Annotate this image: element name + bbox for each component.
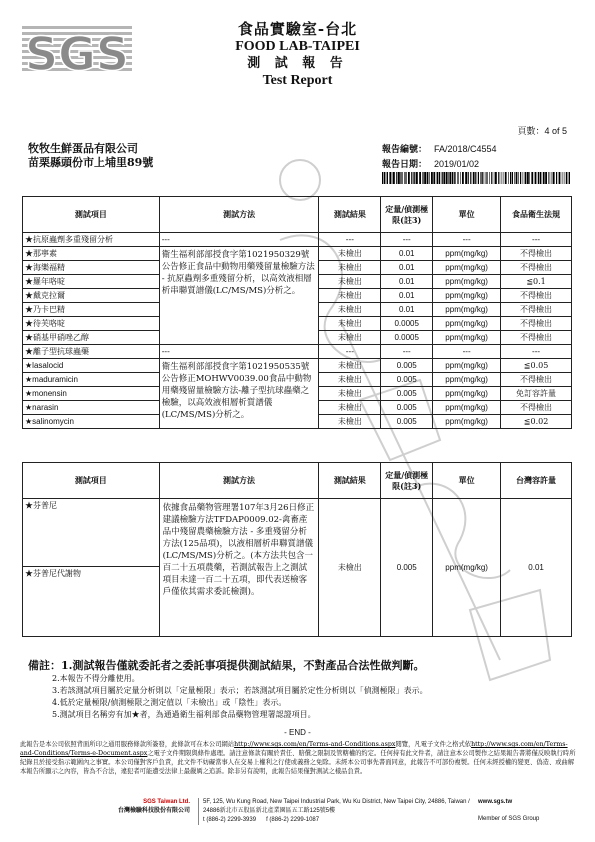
item-cell: ★羅年咯啶 (23, 275, 160, 289)
report-no-label: 報告編號： (382, 145, 428, 155)
barcode-bar (562, 172, 563, 184)
phone-number: t (886-2) 2299-3939 (203, 817, 257, 823)
barcode-bar (559, 172, 561, 184)
limit-cell: 0.005 (381, 401, 433, 415)
barcode-bar (475, 172, 476, 184)
barcode-bar (473, 172, 475, 184)
barcode-bar (433, 172, 435, 184)
barcode-bar (393, 172, 395, 184)
method-cell: 衛生福利部部授食字第1021950535號公告修正MOHWV0039.00食品中動物用藥殘留量檢驗方法-離子型抗球蟲藥之檢驗，以高效液相層析質譜儀(LC/MS/MS)分析之。 (159, 359, 319, 429)
report-date-label: 報告日期： (382, 160, 428, 170)
barcode-bar (523, 172, 524, 184)
result-cell: 未檢出 (319, 373, 381, 387)
footer-web (478, 798, 568, 824)
col-header-item: 測試項目 (23, 463, 160, 499)
website[interactable]: www.sgs.tw (478, 799, 513, 805)
barcode-bar (400, 172, 401, 184)
barcode-bar (446, 172, 448, 184)
note-2: 2.本報告不得分離使用。 (52, 674, 140, 683)
barcode-bar (382, 172, 383, 184)
limit-cell: 0.005 (381, 373, 433, 387)
col-header-result: 測試結果 (319, 197, 381, 233)
col-header-item: 測試項目 (23, 197, 160, 233)
terms-paragraph (20, 740, 578, 776)
unit-cell: ppm(mg/kg) (433, 401, 501, 415)
result-cell: 未檢出 (319, 387, 381, 401)
limit-cell: 0.01 (381, 275, 433, 289)
barcode-bar (408, 172, 410, 184)
page-number-value: 4 of 5 (544, 126, 567, 136)
barcode-bar (548, 172, 549, 184)
unit-cell: ppm(mg/kg) (433, 247, 501, 261)
company-name-en: SGS Taiwan Ltd. (143, 799, 190, 805)
col-header-limit: 定量/偵測極限(註3) (381, 197, 433, 233)
table-row (23, 247, 572, 261)
limit-cell: 0.01 (381, 261, 433, 275)
limit-cell: 0.01 (381, 247, 433, 261)
barcode-bar (482, 172, 483, 184)
result-cell: 未檢出 (319, 331, 381, 345)
barcode-bar (429, 172, 430, 184)
barcode-bar (516, 172, 518, 184)
item-cell: ★那寧素 (23, 247, 160, 261)
limit-cell: 0.005 (381, 359, 433, 373)
barcode-bar (454, 172, 455, 184)
barcode-bar (501, 172, 502, 184)
barcode-bar (489, 172, 490, 184)
unit-cell: ppm(mg/kg) (433, 499, 501, 637)
barcode-bar (452, 172, 453, 184)
col-header-unit: 單位 (433, 197, 501, 233)
method-cell: 依據食品藥物管理署107年3月26日修正建議檢驗方法TFDAP0009.02-禽畜產品中殘留農藥檢驗方法 - 多重殘留分析方法(125品項)，以液相層析串聯質譜儀(LC/MS/MS)分析之。(本方法共包含一百二十五項農藥，若測試報告上之測試項目未達一百二十五項，即代表送檢客戶僅依其需求委託檢測)。 (159, 499, 319, 637)
barcode-bar (564, 172, 565, 184)
col-header-method: 測試方法 (159, 463, 319, 499)
result-cell: 未檢出 (319, 359, 381, 373)
barcode-bar (396, 172, 397, 184)
barcode-bar (404, 172, 405, 184)
report-title-en: Test Report (262, 73, 333, 88)
allowance-cell: 0.01 (501, 499, 572, 637)
lab-name-cn: 食品實驗室-台北 (237, 20, 358, 38)
limit-cell: 0.005 (381, 415, 433, 429)
page-number (517, 124, 567, 137)
report-title-cn: 測 試 報 告 (247, 56, 348, 71)
footer-company (70, 798, 190, 816)
barcode-bar (424, 172, 426, 184)
regulation-cell: ≦0.1 (501, 275, 572, 289)
barcode-bar (512, 172, 513, 184)
barcode-bar (416, 172, 418, 184)
barcode-bar (384, 172, 385, 184)
table-row (23, 359, 572, 373)
barcode-bar (478, 172, 479, 184)
limit-cell: 0.0005 (381, 331, 433, 345)
report-header (190, 20, 405, 89)
address-text: 5F, 125, Wu Kung Road, New Taipei Industrial Park, Wu Ku District, New Taipei City, 24886, Taiwan / 24886新北市五股區新北產業園區五工路125號5樓 (203, 799, 470, 814)
barcode-bar (552, 172, 553, 184)
result-cell: 未檢出 (319, 275, 381, 289)
barcode-bar (485, 172, 486, 184)
item-cell: ★芬普尼 (23, 499, 160, 567)
note-3: 3.若該測試項目屬於定量分析則以「定量極限」表示；若該測試項目屬於定性分析則以「偵測極限」表示。 (52, 686, 428, 695)
regulation-cell: 不得檢出 (501, 289, 572, 303)
barcode-bar (535, 172, 537, 184)
unit-cell: ppm(mg/kg) (433, 373, 501, 387)
report-date-value: 2019/01/02 (434, 159, 480, 169)
barcode-bar (457, 172, 458, 184)
result-cell: --- (319, 345, 381, 359)
barcode-bar (439, 172, 440, 184)
barcode-bar (495, 172, 497, 184)
barcode-bar (540, 172, 542, 184)
notes (28, 658, 568, 721)
barcode-bar (448, 172, 449, 184)
client-address: 苗栗縣頭份市上埔里89號 (28, 156, 154, 169)
limit-cell: --- (381, 345, 433, 359)
unit-cell: ppm(mg/kg) (433, 387, 501, 401)
limit-cell: 0.01 (381, 289, 433, 303)
table-row (23, 345, 572, 359)
barcode-bar (465, 172, 467, 184)
barcode-bar (442, 172, 443, 184)
regulation-cell: 不得檢出 (501, 401, 572, 415)
barcode-bar (491, 172, 492, 184)
client-info (28, 142, 153, 170)
limit-cell: 0.01 (381, 303, 433, 317)
barcode-bar (422, 172, 423, 184)
barcode-bar (437, 172, 439, 184)
barcode-bar (431, 172, 433, 184)
company-name-cn: 台灣檢驗科技股份有限公司 (117, 808, 190, 814)
unit-cell: ppm(mg/kg) (433, 261, 501, 275)
unit-cell: ppm(mg/kg) (433, 359, 501, 373)
regulation-cell: 免訂容許量 (501, 387, 572, 401)
report-meta (382, 142, 497, 172)
barcode-bar (419, 172, 421, 184)
result-cell: 未檢出 (319, 247, 381, 261)
barcode-bar (487, 172, 488, 184)
barcode-bar (386, 172, 387, 184)
barcode-bar (529, 172, 530, 184)
barcode-bar (449, 172, 451, 184)
barcode-bar (550, 172, 551, 184)
regulation-cell: 不得檢出 (501, 303, 572, 317)
terms-text-3: 之電子文件期限與條件處理。請注意條款有關於責任、賠償之限制及管轄權的約定。任何持有此文件者，請注意本公司製作之結果報告書將僅反映執行時所紀錄且於接受指示範圍內之事實。本公司僅對客戶負責，此文件不妨礙當事人在交易上權利之行使或義務之免除。未經本公司事先書面同意，此報告不可部份複製。任何未經授權的變更、偽造、或曲解本報告所顯示之內容，皆為不合法，違犯者可能遭受法律上最嚴厲之追訴。除非另有說明，此報告結果僅對測試之樣品負責。 (20, 750, 576, 775)
barcode-bar (556, 172, 557, 184)
item-cell: ★抗原蟲劑多重殘留分析 (23, 233, 160, 247)
regulation-cell: 不得檢出 (501, 373, 572, 387)
col-header-limit: 定量/偵測極限(註3) (381, 463, 433, 499)
barcode-bar (505, 172, 507, 184)
result-cell: 未檢出 (319, 289, 381, 303)
note-1: 備註：1.測試報告僅就委託者之委託事項提供測試結果，不對產品合法性做判斷。 (28, 659, 425, 672)
table-header-row (23, 463, 572, 499)
table-row (23, 499, 572, 567)
regulation-cell: --- (501, 233, 572, 247)
table-row (23, 233, 572, 247)
col-header-allowance: 台灣容許量 (501, 463, 572, 499)
regulation-cell: ≦0.05 (501, 359, 572, 373)
regulation-cell: ≦0.02 (501, 415, 572, 429)
barcode-bar (494, 172, 495, 184)
barcode-bar (414, 172, 415, 184)
terms-text-1: 此報告是本公司依照背面所印之通用服務條款所簽發，此條款可在本公司網站 (20, 741, 235, 748)
barcode-bar (486, 172, 487, 184)
regulation-cell: 不得檢出 (501, 331, 572, 345)
method-cell: --- (159, 345, 319, 359)
barcode-bar (498, 172, 499, 184)
result-cell: 未檢出 (319, 303, 381, 317)
barcode-bar (455, 172, 456, 184)
item-cell: ★salinomycin (23, 415, 160, 429)
barcode-bar (508, 172, 509, 184)
barcode-bar (510, 172, 511, 184)
result-cell: 未檢出 (319, 415, 381, 429)
results-table-1 (22, 196, 572, 429)
note-5: 5.測試項目名稱旁有加★者，為通過衛生福利部食品藥物管理署認證項目。 (52, 710, 316, 719)
item-cell: ★待芙咯啶 (23, 317, 160, 331)
client-name: 牧牧生鮮蛋品有限公司 (28, 142, 138, 155)
method-cell: --- (159, 233, 319, 247)
item-cell: ★乃卡巴精 (23, 303, 160, 317)
item-cell: ★離子型抗球蟲藥 (23, 345, 160, 359)
table-header-row (23, 197, 572, 233)
regulation-cell: 不得檢出 (501, 317, 572, 331)
barcode (382, 172, 570, 184)
unit-cell: ppm(mg/kg) (433, 303, 501, 317)
page-number-label: 頁數： (517, 126, 545, 136)
item-cell: ★maduramicin (23, 373, 160, 387)
col-header-method: 測試方法 (159, 197, 319, 233)
item-cell: ★芬普尼代謝物 (23, 567, 160, 637)
barcode-bar (387, 172, 388, 184)
sgs-logo (22, 20, 132, 78)
barcode-bar (527, 172, 529, 184)
barcode-bar (411, 172, 412, 184)
result-cell: --- (319, 233, 381, 247)
unit-cell: ppm(mg/kg) (433, 331, 501, 345)
regulation-cell: 不得檢出 (501, 261, 572, 275)
barcode-bar (443, 172, 445, 184)
unit-cell: ppm(mg/kg) (433, 317, 501, 331)
result-cell: 未檢出 (319, 261, 381, 275)
regulation-cell: 不得檢出 (501, 247, 572, 261)
barcode-bar (525, 172, 527, 184)
report-no-value: FA/2018/C4554 (434, 144, 497, 154)
barcode-bar (398, 172, 400, 184)
barcode-bar (460, 172, 461, 184)
svg-text:SGS: SGS (24, 27, 130, 78)
barcode-bar (402, 172, 403, 184)
barcode-bar (514, 172, 515, 184)
end-marker: - END - (284, 728, 311, 737)
limit-cell: 0.0005 (381, 317, 433, 331)
method-cell: 衛生福利部部授食字第1021950329號公告修正食品中動物用藥殘留量檢驗方法 - 抗原蟲劑多重殘留分析，以高效液相層析串聯質譜儀(LC/MS/MS)分析之。 (159, 247, 319, 345)
barcode-bar (427, 172, 429, 184)
result-cell: 未檢出 (319, 317, 381, 331)
unit-cell: ppm(mg/kg) (433, 289, 501, 303)
barcode-bar (392, 172, 393, 184)
unit-cell: --- (433, 233, 501, 247)
barcode-bar (405, 172, 406, 184)
limit-cell: 0.005 (381, 387, 433, 401)
barcode-bar (538, 172, 539, 184)
results-table-2 (22, 462, 572, 637)
regulation-cell: --- (501, 345, 572, 359)
barcode-bar (470, 172, 471, 184)
item-cell: ★narasin (23, 401, 160, 415)
barcode-bar (462, 172, 464, 184)
barcode-bar (545, 172, 547, 184)
item-cell: ★戴克拉爾 (23, 289, 160, 303)
footer-address (198, 798, 488, 825)
result-cell: 未檢出 (319, 401, 381, 415)
item-cell: ★monensin (23, 387, 160, 401)
fax-number: f (886-2) 2299-1087 (266, 817, 320, 823)
unit-cell: ppm(mg/kg) (433, 415, 501, 429)
barcode-bar (520, 172, 521, 184)
item-cell: ★海樂福精 (23, 261, 160, 275)
item-cell: ★硝基甲硝唑乙醇 (23, 331, 160, 345)
barcode-bar (518, 172, 519, 184)
member-text: Member of SGS Group (478, 816, 540, 822)
barcode-bar (413, 172, 414, 184)
note-4: 4.低於定量極限/偵測極限之測定值以「未檢出」或「陰性」表示。 (52, 698, 287, 707)
col-header-regulation: 食品衛生法規 (501, 197, 572, 233)
terms-text-2: 閱覽，凡電子文件之格式依 (395, 741, 472, 748)
col-header-unit: 單位 (433, 463, 501, 499)
limit-cell: 0.005 (381, 499, 433, 637)
barcode-bar (531, 172, 533, 184)
limit-cell: --- (381, 233, 433, 247)
result-cell: 未檢出 (319, 499, 381, 637)
unit-cell: ppm(mg/kg) (433, 275, 501, 289)
barcode-bar (389, 172, 391, 184)
item-cell: ★lasalocid (23, 359, 160, 373)
lab-name-en: FOOD LAB-TAIPEI (235, 39, 360, 54)
barcode-bar (468, 172, 469, 184)
terms-link[interactable]: http://www.sgs.com/en/Terms-and-Conditions.aspx (234, 741, 396, 748)
barcode-bar (553, 172, 555, 184)
col-header-result: 測試結果 (319, 463, 381, 499)
barcode-bar (568, 172, 569, 184)
unit-cell: --- (433, 345, 501, 359)
barcode-bar (569, 172, 570, 184)
barcode-bar (566, 172, 567, 184)
barcode-bar (503, 172, 504, 184)
barcode-bar (543, 172, 545, 184)
e-document-link[interactable]: http://www.sgs.com/en/Terms-and-Conditions/Terms-e-Document.aspx (20, 741, 568, 757)
barcode-bar (480, 172, 481, 184)
